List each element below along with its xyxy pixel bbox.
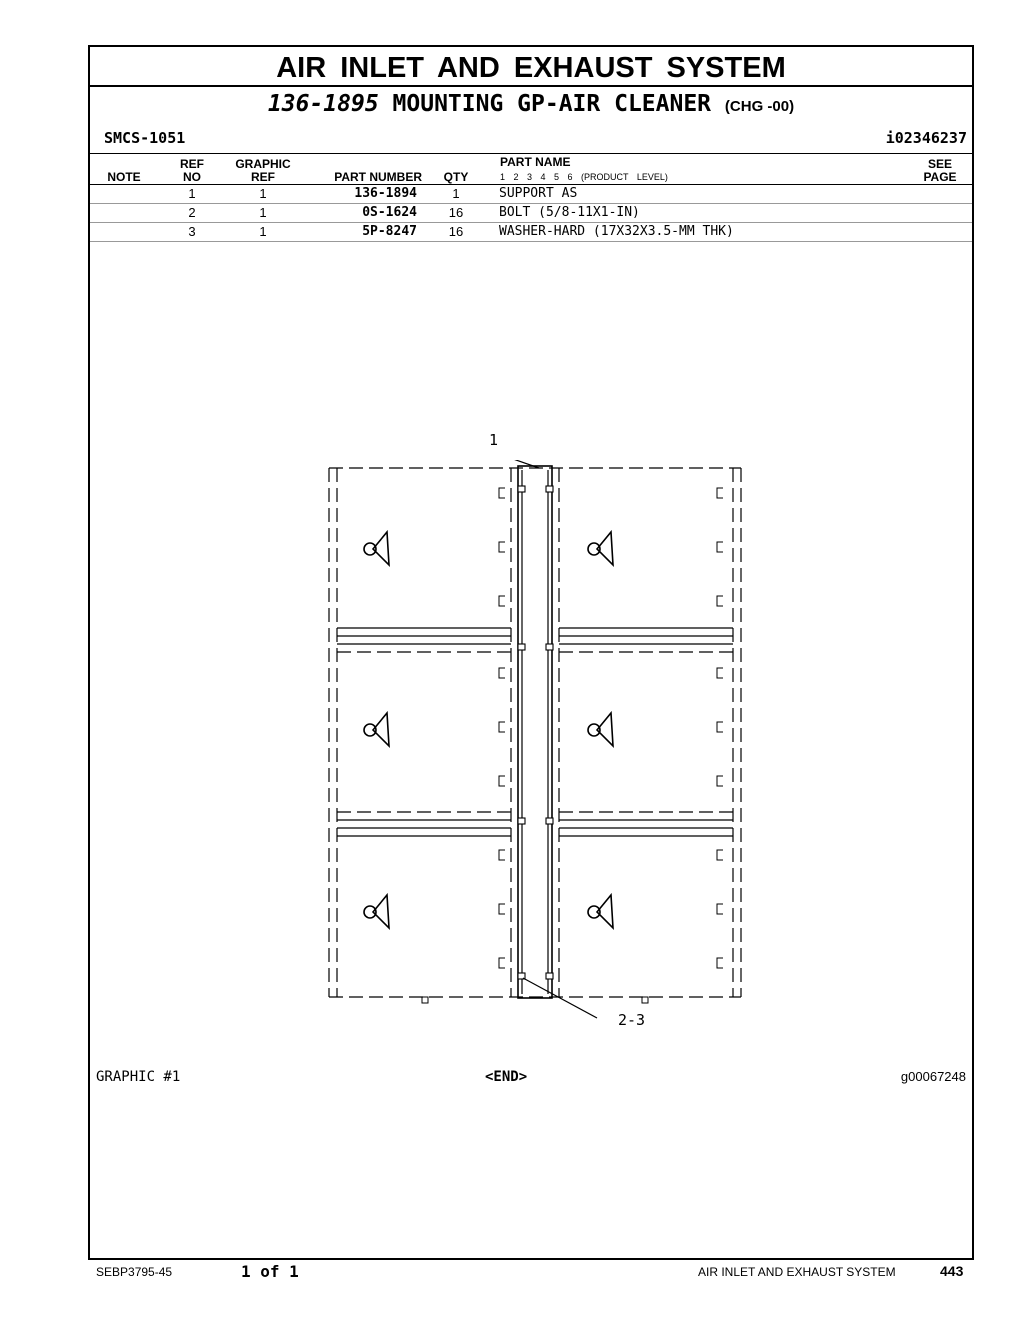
- col-see-page-bottom: PAGE: [923, 170, 957, 184]
- part-name: BOLT (5/8-11X1-IN): [499, 205, 640, 220]
- col-part-name: PART NAME: [500, 155, 571, 169]
- callout-1: 1: [489, 431, 499, 449]
- footer-section: AIR INLET AND EXHAUST SYSTEM: [698, 1265, 896, 1279]
- graphic-label: GRAPHIC #1: [96, 1069, 181, 1085]
- page-frame: [88, 45, 974, 1260]
- ref-no: 2: [188, 205, 196, 220]
- graphic-ref: 1: [259, 224, 267, 239]
- parts-drawing: [325, 460, 745, 1040]
- document-id: i02346237: [885, 129, 967, 147]
- part-name: WASHER-HARD (17X32X3.5-MM THK): [499, 224, 734, 239]
- section-title: AIR INLET AND EXHAUST SYSTEM: [90, 47, 972, 87]
- table-row: [90, 204, 972, 223]
- callout-2-3: 2-3: [618, 1011, 646, 1029]
- col-qty: QTY: [443, 170, 469, 184]
- col-see-page-top: SEE: [927, 157, 952, 171]
- part-number: 5P-8247: [362, 224, 417, 239]
- col-note: NOTE: [107, 170, 141, 184]
- col-graphic-ref-bottom: REF: [251, 170, 275, 184]
- qty: 16: [448, 205, 464, 220]
- product-level-scale: 1 2 3 4 5 6 (PRODUCT LEVEL): [500, 172, 668, 182]
- end-marker: <END>: [485, 1069, 528, 1085]
- table-row: [90, 185, 972, 204]
- graphic-ref: 1: [259, 186, 267, 201]
- group-part-title: MOUNTING GP-AIR CLEANER: [392, 91, 712, 117]
- table-row: [90, 223, 972, 242]
- doc-number: SEBP3795-45: [96, 1265, 173, 1279]
- graphic-ref: 1: [259, 205, 267, 220]
- page-of: 1 of 1: [241, 1262, 299, 1281]
- col-graphic-ref-top: GRAPHIC: [235, 157, 291, 171]
- smcs-code: SMCS-1051: [104, 129, 186, 147]
- col-ref-no-top: REF: [180, 157, 204, 171]
- ref-no: 3: [188, 224, 196, 239]
- change-level: (CHG -00): [724, 98, 795, 115]
- qty: 1: [452, 186, 460, 201]
- qty: 16: [448, 224, 464, 239]
- part-number: 0S-1624: [362, 205, 417, 220]
- graphic-id: g00067248: [900, 1069, 966, 1084]
- col-part-number: PART NUMBER: [334, 170, 422, 184]
- col-ref-no-bottom: NO: [183, 170, 201, 184]
- table-top-rule: [90, 153, 972, 154]
- part-number: 136-1894: [354, 186, 417, 201]
- group-part-number: 136-1895: [267, 91, 379, 117]
- ref-no: 1: [188, 186, 196, 201]
- group-title: [90, 91, 972, 117]
- part-name: SUPPORT AS: [499, 186, 578, 201]
- page-number: 443: [940, 1263, 964, 1279]
